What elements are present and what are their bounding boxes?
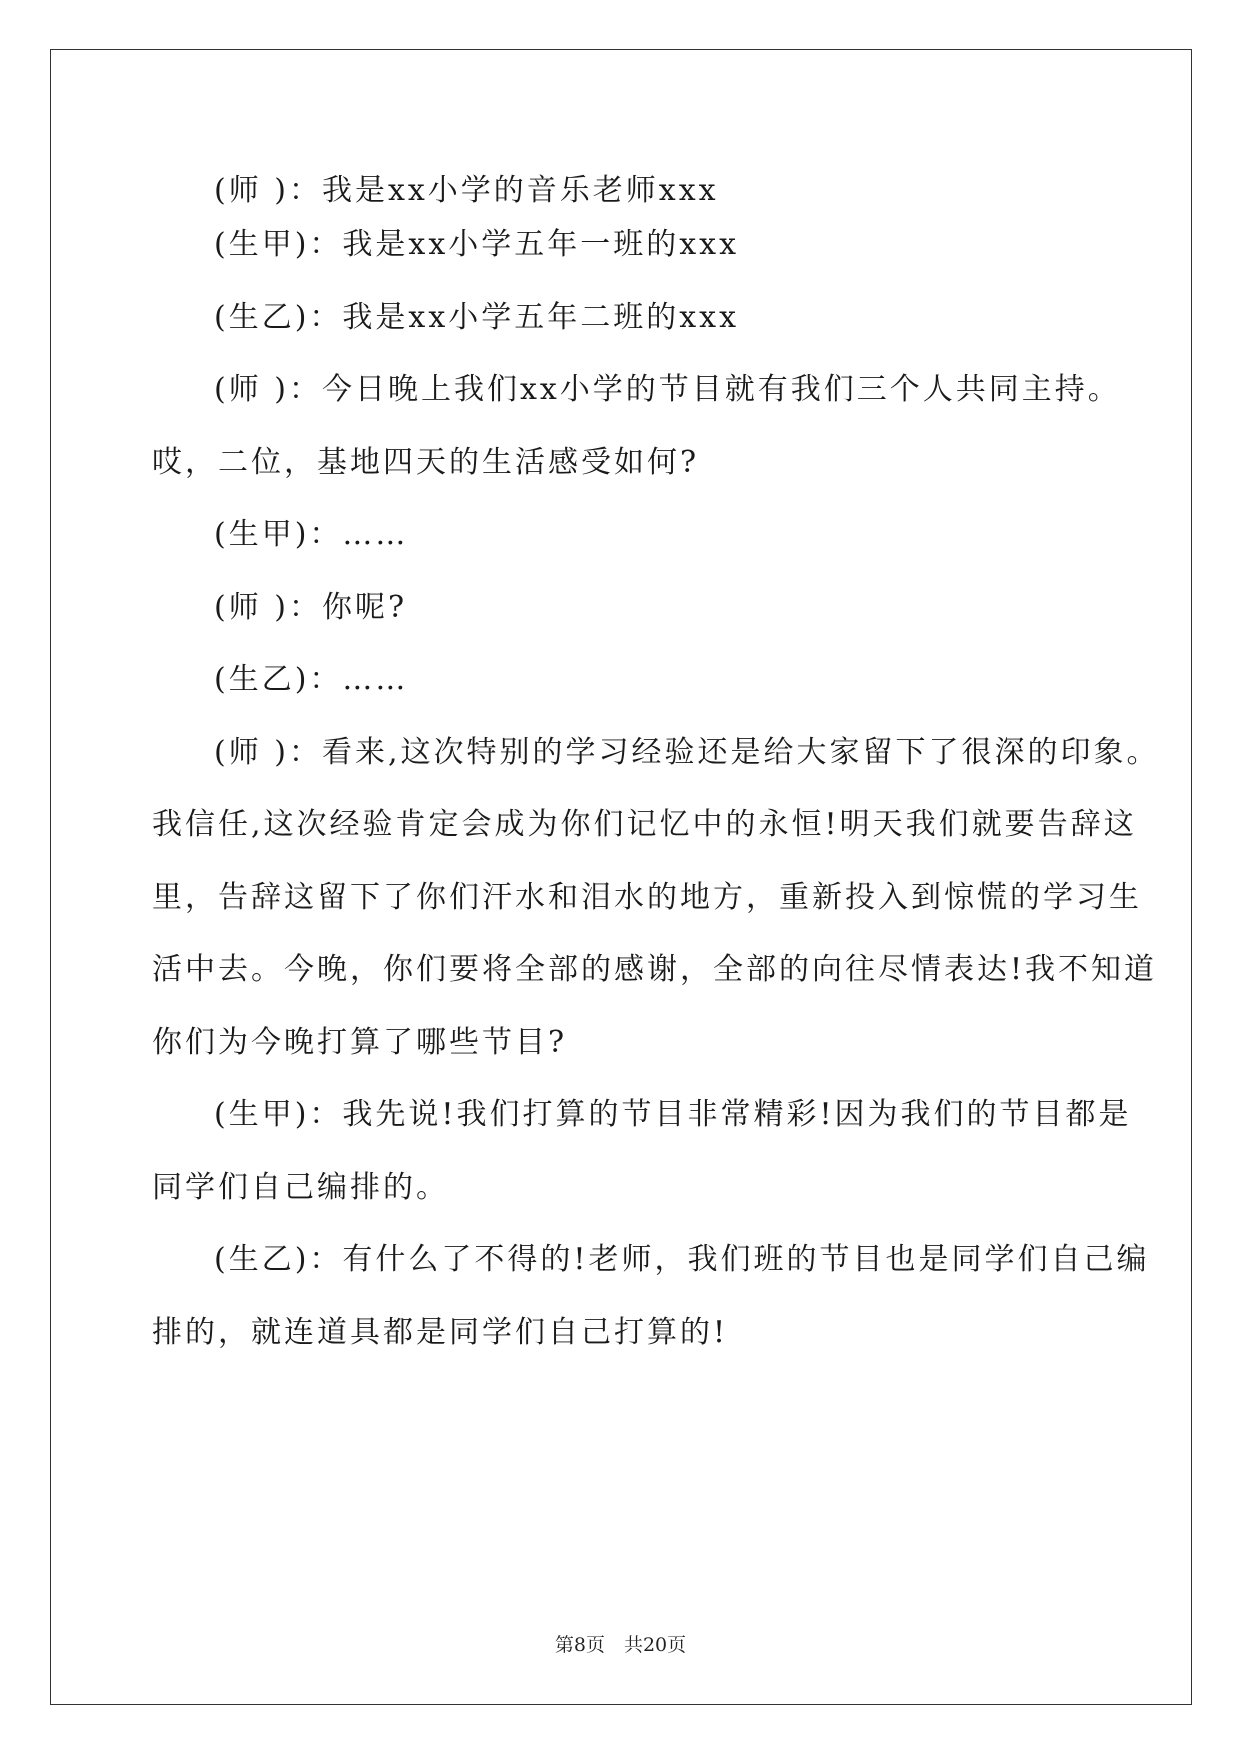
text-line: (生甲)：我先说!我们打算的节目非常精彩!因为我们的节目都是 [214,1097,1132,1132]
text-line: 排的，就连道具都是同学们自己打算的! [152,1315,729,1350]
text-line: (生乙)：…… [214,662,409,697]
text-line: (生乙)：有什么了不得的!老师，我们班的节目也是同学们自己编 [214,1242,1150,1277]
text-line: 里，告辞这留下了你们汗水和泪水的地方，重新投入到惊慌的学习生 [152,880,1142,915]
text-line: (生甲)：…… [214,517,409,552]
text-line: 哎，二位，基地四天的生活感受如何? [152,445,700,480]
text-line: (师 )：今日晚上我们xx小学的节目就有我们三个人共同主持。 [214,372,1121,407]
text-line: 我信任,这次经验肯定会成为你们记忆中的永恒!明天我们就要告辞这 [152,807,1137,842]
text-line: 同学们自己编排的。 [152,1170,449,1205]
text-line: 活中去。今晚，你们要将全部的感谢，全部的向往尽情表达!我不知道 [152,952,1158,987]
text-line: (生乙)：我是xx小学五年二班的xxx [214,300,740,335]
text-line: 你们为今晚打算了哪些节目? [152,1025,568,1060]
page-footer: 第8页 共20页 [554,1634,687,1656]
text-line: (师 )：我是xx小学的音乐老师xxx [214,173,719,208]
text-line: (生甲)：我是xx小学五年一班的xxx [214,227,740,262]
text-line: (师 )：你呢? [214,590,408,625]
text-line: (师 )：看来,这次特别的学习经验还是给大家留下了很深的印象。 [214,735,1160,770]
